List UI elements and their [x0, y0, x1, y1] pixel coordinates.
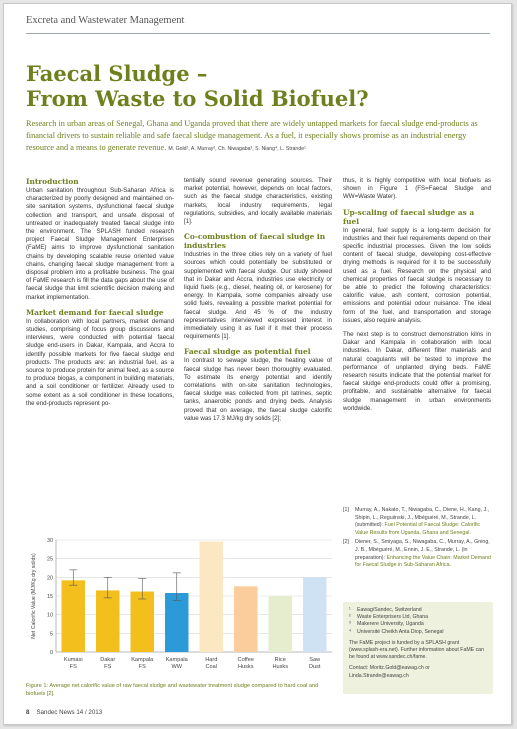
paragraph-market-demand: In collaboration with local partners, market demand studies, comprising of focus group discussions and interviews, were conducted with potential faecal sludge end-users in Dakar, Kampala, and Accra to identify possible markets for five faecal sludge end products. The products are: an industrial fuel, as a source to produce protein for animal feed, as a source to produce biogas, a component in building materials, and a soil conditioner or fertilizer. Already used to some extent as a soil conditioner in these locations, the end-products represent po- — [26, 317, 174, 407]
x-tick-label: Dust — [308, 664, 321, 670]
x-tick-label: FS — [138, 664, 146, 670]
column-1 — [26, 177, 174, 414]
paragraph-up-scaling: In general, fuel supply is a long-term decision for industries and their fuel requirements depend on their specific industrial processes. Given the low solids content of faecal sludge, developing cost-effective drying methods is required for it to be successfully used as a fuel. Research on the physical and chemical properties of faecal sludge is necessary to be able to predict the following characteristics: calorific value, ash content, corrosion potential, emissions and potential odour nuisance. The ideal form of the fuel, and transportation and storage issues, also require analysis. — [343, 226, 491, 324]
reference-title: Enhancing the Value Chain: Market Demand for Faecal Sludge in Sub-Saharan Africa. — [355, 554, 491, 569]
lead-text: Research in urban areas of Senegal, Ghana and Uganda proved that there are widely untapped markets for faecal sludge end-products as financial drivers to sustain reliable and safe faecal sludge management. As a fuel, it especially shows promise as an industrial energy resource and a means to generate revenue. — [26, 119, 478, 152]
newsletter-page — [3, 3, 512, 725]
page-footer — [26, 709, 102, 716]
header-rule — [26, 33, 490, 34]
y-tick-label: 20 — [47, 575, 53, 582]
reference-authors: Murray, A., Nakato, T., Niwagaba, C., Diene, H., Kang, J., Shipin, L., Reguiinski, J., Mbéguéré, M., Strande, L. (submitted): — [355, 507, 490, 529]
heading-introduction: Introduction — [26, 177, 79, 186]
paragraph-continued: tentially sound revenue generating sources. Their market potential, however, depends on local factors, such as the faecal sludge characteristics, existing markets, local industry requirements, legal regulations, subsidies, and locally available materials [1]. — [184, 177, 332, 226]
figure-caption: Figure 1: Average net calorific value of raw faecal sludge and wastewater treatment sludge compared to hard coal and biofuels [2]. — [26, 683, 319, 697]
x-tick-label: FS — [69, 664, 77, 670]
article-title — [26, 61, 496, 111]
heading-co-combustion: Co-combustion of faecal sludge in industries — [184, 232, 326, 251]
reference-item — [343, 507, 491, 537]
x-tick-label: Husks — [272, 664, 289, 670]
heading-market-demand: Market demand for faecal sludge — [26, 307, 164, 317]
contact-note: Contact: Moritz.Gold@eawag.ch or Linda.Strande@eawag.ch — [349, 665, 430, 679]
y-tick-label: 30 — [47, 538, 53, 544]
bar-chart-svg — [26, 534, 334, 682]
affiliation: ² Waste Enterprisers Ltd, Ghana — [349, 614, 429, 621]
x-tick-label: Saw — [309, 657, 321, 663]
reference-title: Fuel Potential of Faecal Sludge: Calorific Value Results from Uganda, Ghana and Senegal. — [355, 522, 481, 536]
references — [343, 507, 491, 572]
x-tick-label: Hard — [205, 657, 218, 663]
column-2 — [184, 177, 332, 429]
funding-note: The FaME project is funded by a SPLASH grant (www.splash-era.net). Further information about FaME can be found at www.sandec.ch/fame. — [349, 639, 484, 661]
bar — [165, 593, 188, 652]
author-list: M. Gold¹, A. Murray², Ch. Niwagaba³, S. Niang⁴, L. Strande¹ — [168, 146, 306, 152]
x-tick-label: Kampala — [165, 657, 188, 663]
x-tick-label: Kampala — [131, 657, 154, 663]
column-3 — [343, 177, 491, 419]
y-tick-label: 15 — [47, 594, 53, 600]
bar — [96, 590, 119, 652]
title-line-1: Faecal Sludge – — [26, 61, 208, 86]
affiliations-box — [343, 602, 493, 694]
reference-number: [1] — [343, 507, 349, 513]
paragraph-introduction: Urban sanitation throughout Sub-Saharan Africa is characterized by poorly designed and maintained on-site sanitation systems, dysfunctional faecal sludge collection and transport, and unsafe disposal of untreated or inadequately treated faecal sludge into the environment. The SPLASH funded research project Faecal Sludge Management Enterprises (FaME) aims to improve dysfunctional sanitation chains by developing scalable reuse oriented value chains, changing faecal sludge management from a disposal problem into a profitable business. The goal of FaME research is fill the data gaps about the use of faecal sludge that limit scientific decision making and market implementation. — [26, 187, 174, 301]
reference-authors: Diener, S., Smiyaga, S., Niwagaba, C., Murray, A., Gning, J. B., Mbéguéré, M., Ennin, J. E., Strande, L. (in preparation): — [355, 539, 490, 561]
affiliation: ¹ Eawag/Sandec, Switzerland — [349, 607, 422, 613]
bar — [200, 541, 223, 652]
title-line-2: From Waste to Solid Biofuel? — [26, 86, 369, 111]
x-tick-label: Husks — [237, 664, 254, 670]
x-tick-label: Coffee — [237, 657, 254, 663]
section-label: Excreta and Wastewater Management — [26, 15, 185, 26]
bar — [234, 586, 257, 652]
paragraph-potential-fuel: In contrast to sewage sludge, the heating value of faecal sludge has never been thoroughly evaluated. To estimate its energy potential and identify correlations with on-site sanitation technologies, faecal sludge was collected from pit latrines, septic tanks, anaerobic ponds and drying beds. Analysis proved that on average, the faecal sludge calorific value was 17.3 MJ/kg dry solids [2]; — [184, 357, 332, 422]
heading-potential-fuel: Faecal sludge as potential fuel — [184, 347, 311, 357]
x-tick-label: WW — [171, 664, 183, 670]
bar — [131, 592, 154, 652]
y-tick-label: 10 — [47, 612, 53, 619]
paragraph-continued-2: thus, it is highly competitive with local biofuels as shown in Figure 1 (FS=Faecal Sludge and WW=Waste Water). — [343, 177, 491, 201]
calorific-value-chart — [26, 534, 334, 682]
affiliation: ³ Makerere University, Uganda — [349, 621, 424, 628]
bar — [269, 596, 292, 652]
x-tick-label: Dakar — [100, 657, 116, 663]
publication-info: Sandec News 14 / 2013 — [36, 709, 103, 716]
page-number: 8 — [26, 709, 30, 716]
x-tick-label: Kumasi — [63, 657, 83, 663]
reference-number: [2] — [343, 539, 349, 546]
paragraph-next-step: The next step is to construct demonstration kilns in Dakar and Kampala in collaboration with local industries. In Dakar, different filter materials and natural coagulants will be tested to improve the performance of unplanted drying beds. FaME research results indicate that the potential market for faecal sludge end-products could offer a promising, profitable, and sustainable alternative for faecal sludge management in urban environments worldwide. — [343, 331, 491, 412]
paragraph-co-combustion: Industries in the three cities rely on a variety of fuel sources which could potentially be substituted or supplemented with faecal sludge. Our study showed that in Dakar and Accra, industries use electricity or liquid fuels (e.g., diesel, heating oil, or kerosene) for energy. In Kampala, some companies already use solid fuels, revealing a possible market potential for faecal sludge. And 45 % of the industry representatives interviewed expressed interest in immediately using it as fuel if it met their process requirements [1]. — [184, 251, 332, 341]
y-tick-label: 5 — [50, 631, 53, 638]
bar — [62, 580, 85, 652]
affiliation: ⁴ Université Cheikh Anta Diop, Senegal — [349, 628, 444, 635]
x-tick-label: FS — [104, 664, 112, 670]
y-axis-label: Net Calorific Value (MJ/Kg dry solids) — [31, 553, 37, 639]
x-tick-label: Rice — [274, 657, 286, 663]
reference-item — [343, 539, 491, 569]
x-tick-label: Coal — [205, 664, 218, 670]
y-tick-label: 0 — [50, 650, 53, 656]
bar — [303, 577, 326, 652]
heading-up-scaling: Up-scaling of faecal sludge as a fuel — [343, 207, 475, 226]
y-tick-label: 25 — [47, 556, 53, 563]
lead-paragraph — [26, 118, 492, 155]
